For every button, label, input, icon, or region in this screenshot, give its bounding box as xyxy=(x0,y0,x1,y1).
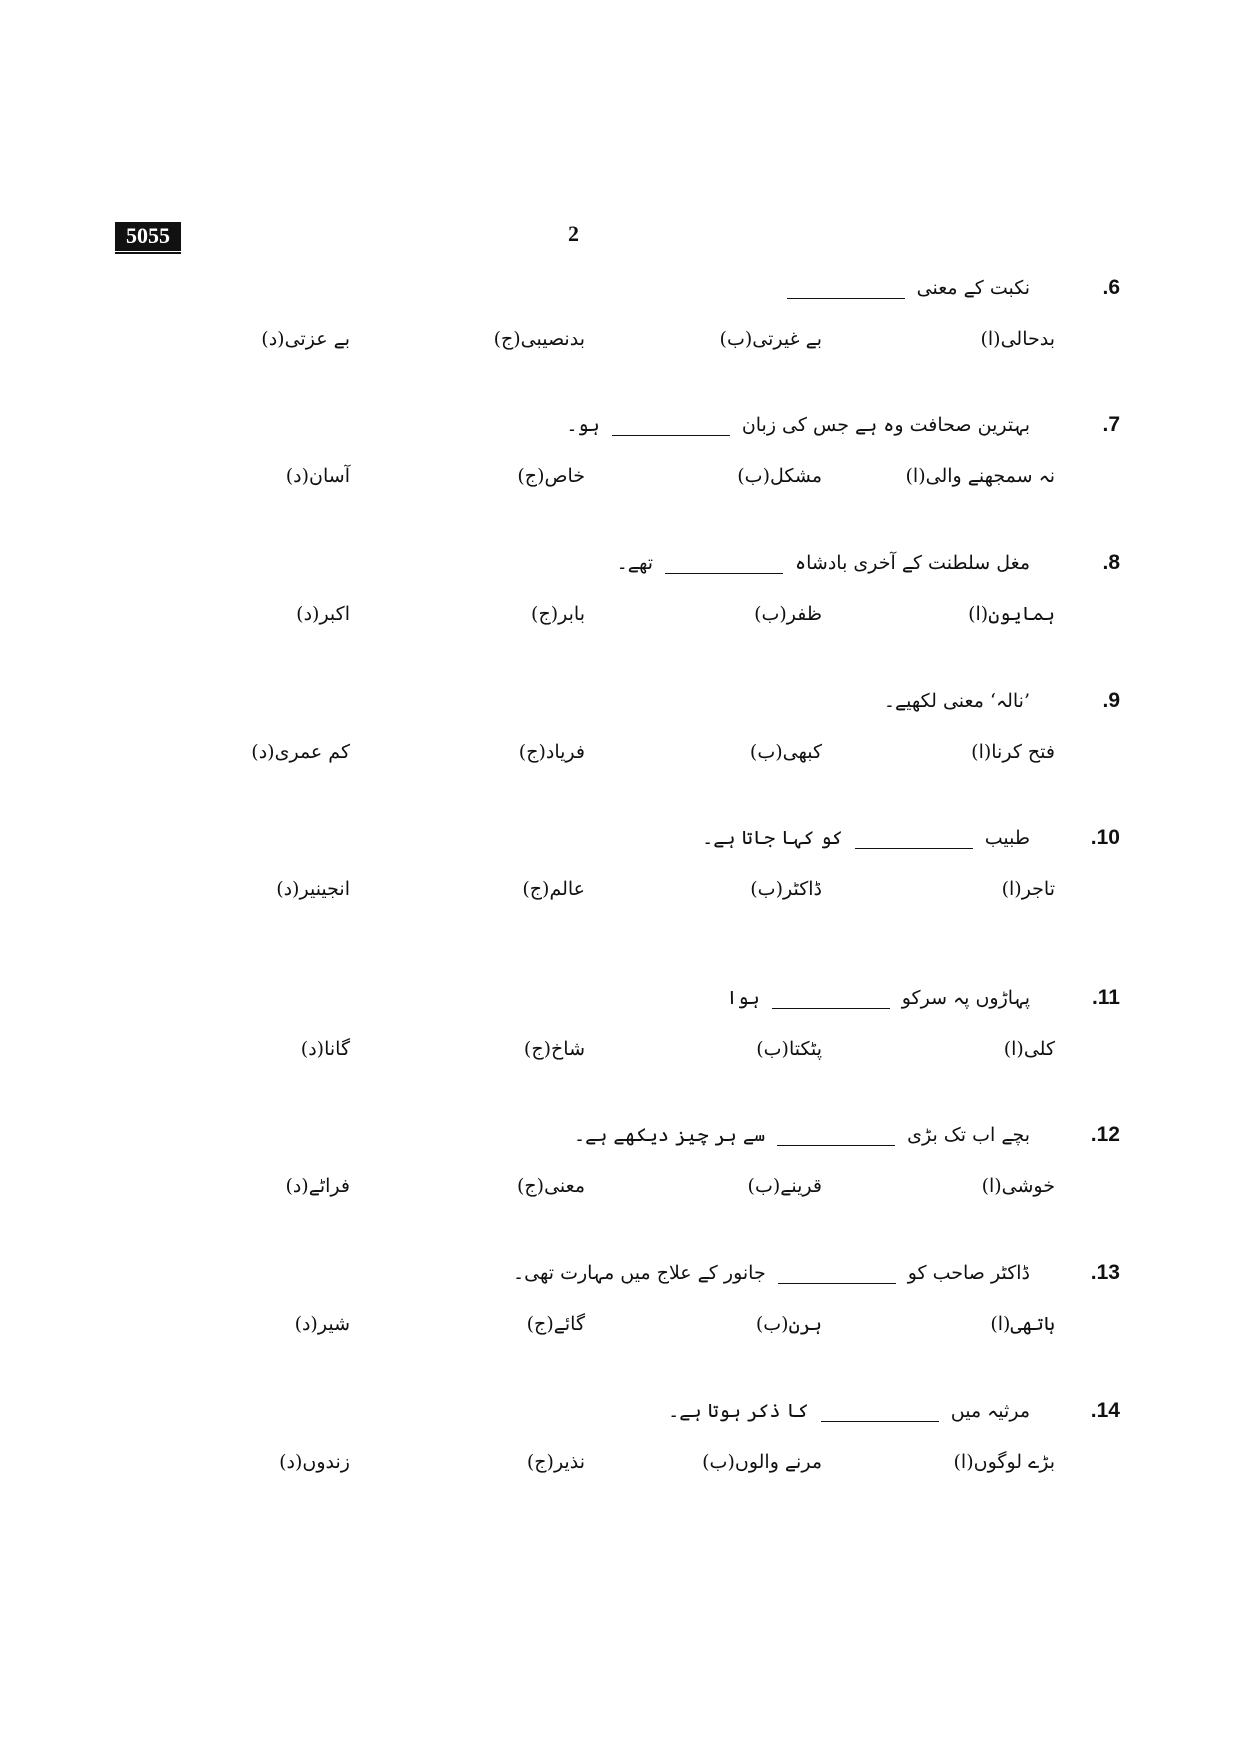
option-a: (ا) ہاتھی xyxy=(990,1313,1055,1335)
question-14 xyxy=(0,1393,1240,1503)
option-b: (ب) بے غیرتی xyxy=(719,328,822,350)
option-b: (ب) قرینے xyxy=(747,1175,822,1197)
option-c: (ج) فریاد xyxy=(518,741,585,763)
question-text: مغل سلطنت کے آخری بادشاہتھے۔ xyxy=(616,552,1030,574)
question-11 xyxy=(0,980,1240,1090)
option-c: (ج) بدنصیبی xyxy=(493,328,585,350)
question-7 xyxy=(0,407,1240,517)
option-a: (ا) کلی xyxy=(1003,1038,1055,1060)
option-d: (د) آسان xyxy=(285,465,350,487)
page-number: 2 xyxy=(568,221,579,246)
option-a: (ا) فتح کرنا xyxy=(971,741,1055,763)
question-number: .7 xyxy=(1102,413,1120,436)
question-text: پہاڑوں پہ سرکوہوا xyxy=(726,987,1030,1009)
option-a: (ا) تاجر xyxy=(1001,878,1055,900)
option-b: (ب) مرنے والوں xyxy=(702,1451,822,1473)
question-number: .12 xyxy=(1090,1123,1120,1146)
question-number: .10 xyxy=(1090,826,1120,849)
option-d: (د) اکبر xyxy=(296,603,350,625)
paper-code: 5055 xyxy=(115,222,181,251)
option-a: (ا) نہ سمجھنے والی xyxy=(905,465,1055,487)
question-text: بہترین صحافت وہ ہے جس کی زبانہو۔ xyxy=(566,414,1030,436)
answer-blank xyxy=(665,555,783,574)
option-c: (ج) گائے xyxy=(526,1313,585,1335)
question-text: نکبت کے معنی xyxy=(775,277,1030,299)
question-text: ’نالہ‘ معنی لکھیے۔ xyxy=(883,690,1030,712)
question-text: ڈاکٹر صاحب کوجانور کے علاج میں مہارت تھی۔ xyxy=(513,1262,1030,1284)
question-8 xyxy=(0,545,1240,655)
question-number: .13 xyxy=(1090,1261,1120,1284)
option-c: (ج) شاخ xyxy=(523,1038,585,1060)
question-10 xyxy=(0,820,1240,930)
question-number: .11 xyxy=(1091,986,1120,1009)
option-d: (د) کم عمری xyxy=(251,741,350,763)
question-text: بچے اب تک بڑیسے ہر چیز دیکھے ہے۔ xyxy=(573,1124,1030,1146)
question-text: طبیبکو کہا جاتا ہے۔ xyxy=(702,827,1030,849)
option-d: (د) گانا xyxy=(300,1038,350,1060)
option-c: (ج) عالم xyxy=(522,878,585,900)
option-d: (د) شیر xyxy=(294,1313,350,1335)
option-a: (ا) بدحالی xyxy=(980,328,1055,350)
question-12 xyxy=(0,1117,1240,1227)
answer-blank xyxy=(612,417,730,436)
option-b: (ب) ہرن xyxy=(755,1313,822,1335)
answer-blank xyxy=(855,830,973,849)
question-number: .8 xyxy=(1102,551,1120,574)
option-c: (ج) نذیر xyxy=(526,1451,585,1473)
answer-blank xyxy=(772,990,890,1009)
option-a: (ا) ہمایون xyxy=(968,603,1055,625)
answer-blank xyxy=(778,1265,896,1284)
question-number: .14 xyxy=(1090,1399,1120,1422)
answer-blank xyxy=(777,1127,895,1146)
option-d: (د) انجینیر xyxy=(276,878,350,900)
option-b: (ب) ظفر xyxy=(754,603,822,625)
option-c: (ج) بابر xyxy=(531,603,585,625)
option-d: (د) زندوں xyxy=(279,1451,350,1473)
option-a: (ا) خوشی xyxy=(981,1175,1055,1197)
option-c: (ج) معنی xyxy=(516,1175,585,1197)
option-b: (ب) مشکل xyxy=(737,465,822,487)
option-b: (ب) ڈاکٹر xyxy=(750,878,822,900)
answer-blank xyxy=(821,1403,939,1422)
question-13 xyxy=(0,1255,1240,1365)
option-d: (د) فراٹے xyxy=(285,1175,350,1197)
option-c: (ج) خاص xyxy=(517,465,585,487)
question-6 xyxy=(0,270,1240,380)
option-d: (د) بے عزتی xyxy=(261,328,350,350)
option-a: (ا) بڑے لوگوں xyxy=(953,1451,1055,1473)
question-number: .6 xyxy=(1102,276,1120,299)
question-number: .9 xyxy=(1102,689,1120,712)
option-b: (ب) پٹکتا xyxy=(756,1038,822,1060)
option-b: (ب) کبھی xyxy=(749,741,822,763)
question-text: مرثیہ میںکا ذکر ہوتا ہے۔ xyxy=(668,1400,1030,1422)
question-9 xyxy=(0,683,1240,793)
answer-blank xyxy=(787,280,905,299)
